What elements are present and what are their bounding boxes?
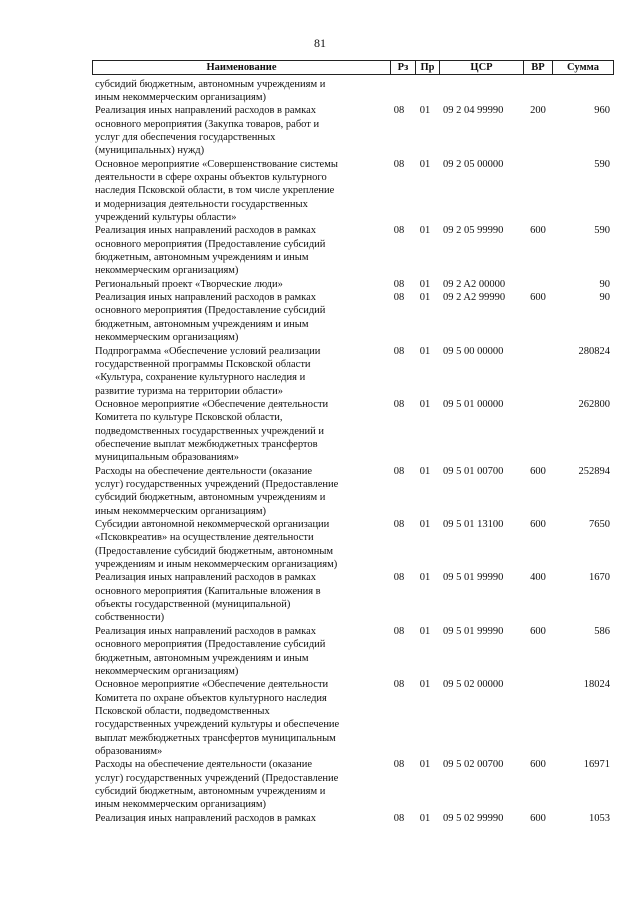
row-rz: 08	[393, 158, 405, 170]
row-name-line: учреждений культуры области»	[95, 211, 237, 223]
row-csr: 09 5 02 99990	[443, 812, 504, 824]
row-rz: 08	[393, 398, 405, 410]
row-rz: 08	[393, 759, 405, 771]
row-name	[95, 678, 385, 758]
row-vr: 600	[530, 812, 546, 824]
row-name-line: бюджетным, автономным учреждениям и иным	[95, 652, 309, 664]
row-pr: 01	[419, 812, 431, 824]
row-name-line: государственной программы Псковской области	[95, 358, 311, 370]
row-pr: 01	[419, 625, 431, 637]
row-sum: 7650	[589, 519, 610, 531]
row-name	[95, 278, 385, 291]
row-name-line: Комитета по охране объектов культурного наследия	[95, 692, 327, 704]
row-name-line: подведомственных государственных учреждений и	[95, 425, 325, 437]
row-name-line: Основное мероприятие «Совершенствование системы	[95, 158, 338, 170]
row-name-line: муниципальным образованиям»	[95, 452, 239, 464]
row-sum: 1053	[589, 812, 610, 824]
row-pr: 01	[419, 278, 431, 290]
row-name	[95, 625, 385, 678]
row-sum: 586	[594, 625, 610, 637]
row-rz: 08	[393, 465, 405, 477]
row-sum: 1670	[589, 572, 610, 584]
row-vr: 600	[530, 225, 546, 237]
row-name-line: основного мероприятия (Предоставление субсидий	[95, 238, 326, 250]
page-number: 81	[314, 36, 326, 50]
row-name-line: Реализация иных направлений расходов в рамках	[95, 292, 317, 304]
row-name-line: иным некоммерческим организациям)	[95, 505, 266, 517]
row-name-line: «Культура, сохранение культурного наследия и	[95, 372, 306, 384]
row-rz: 08	[393, 278, 405, 290]
row-pr: 01	[419, 345, 431, 357]
row-sum: 252894	[578, 465, 610, 477]
row-name-line: Реализация иных направлений расходов в рамках	[95, 105, 317, 117]
row-name	[95, 78, 385, 105]
row-name-line: услуг) государственных учреждений (Предоставление	[95, 772, 339, 784]
row-rz: 08	[393, 812, 405, 824]
row-sum: 90	[599, 292, 610, 304]
row-name-line: Расходы на обеспечение деятельности (оказание	[95, 465, 313, 477]
row-sum: 960	[594, 105, 610, 117]
row-name-line: бюджетным, автономным учреждениям и иным	[95, 252, 309, 264]
row-name-line: Реализация иных направлений расходов в рамках	[95, 572, 317, 584]
row-pr: 01	[419, 398, 431, 410]
row-name-line: Основное мероприятие «Обеспечение деятельности	[95, 398, 329, 410]
row-sum: 590	[594, 225, 610, 237]
row-sum: 262800	[578, 398, 610, 410]
row-name-line: «Псковкреатив» на осуществление деятельности	[95, 532, 314, 544]
row-name-line: Комитета по культуре Псковской области,	[95, 412, 283, 424]
row-csr: 09 5 01 99990	[443, 625, 504, 637]
row-vr: 600	[530, 519, 546, 531]
row-name-line: основного мероприятия (Предоставление субсидий	[95, 305, 326, 317]
row-sum: 18024	[583, 679, 610, 691]
row-rz: 08	[393, 292, 405, 304]
header-sum: Сумма	[552, 61, 613, 74]
row-name-line: развитие туризма на территории области»	[95, 385, 283, 397]
row-sum: 280824	[578, 345, 610, 357]
row-name-line: Подпрограмма «Обеспечение условий реализации	[95, 345, 321, 357]
row-rz: 08	[393, 105, 405, 117]
row-csr: 09 2 05 00000	[443, 158, 504, 170]
row-csr: 09 5 02 00000	[443, 679, 504, 691]
row-pr: 01	[419, 519, 431, 531]
row-rz: 08	[393, 225, 405, 237]
row-vr: 400	[530, 572, 546, 584]
row-vr: 600	[530, 465, 546, 477]
row-name	[95, 518, 385, 571]
row-pr: 01	[419, 158, 431, 170]
row-vr: 600	[530, 625, 546, 637]
row-name-line: Реализация иных направлений расходов в рамках	[95, 225, 317, 237]
row-sum: 590	[594, 158, 610, 170]
row-name	[95, 291, 385, 344]
row-name-line: (Предоставление субсидий бюджетным, автономным	[95, 545, 334, 557]
row-name-line: деятельности в сфере охраны объектов культурного	[95, 171, 327, 183]
row-pr: 01	[419, 759, 431, 771]
row-name-line: основного мероприятия (Капитальные вложения в	[95, 585, 321, 597]
header-name: Наименование	[206, 62, 277, 73]
row-name	[95, 398, 385, 465]
header-vr: ВР	[523, 61, 552, 74]
row-name-line: Псковской области, подведомственных	[95, 705, 270, 717]
row-rz: 08	[393, 679, 405, 691]
row-name-line: Расходы на обеспечение деятельности (оказание	[95, 759, 313, 771]
row-name-line: иным некоммерческим организациям)	[95, 799, 266, 811]
row-name-line: обеспечение выплат межбюджетных трансфертов	[95, 438, 318, 450]
row-name	[95, 158, 385, 225]
row-name	[95, 224, 385, 277]
header-csr: ЦСР	[439, 61, 523, 74]
row-name	[95, 104, 385, 157]
row-csr: 09 5 02 00700	[443, 759, 504, 771]
header-rz: Рз	[390, 61, 415, 74]
row-name-line: некоммерческим организациям)	[95, 265, 239, 277]
row-csr: 09 5 01 13100	[443, 519, 504, 531]
row-vr: 600	[530, 292, 546, 304]
row-sum: 90	[599, 278, 610, 290]
row-pr: 01	[419, 225, 431, 237]
row-name-line: основного мероприятия (Закупка товаров, работ и	[95, 118, 320, 130]
row-pr: 01	[419, 292, 431, 304]
row-pr: 01	[419, 105, 431, 117]
row-pr: 01	[419, 465, 431, 477]
row-vr: 200	[530, 105, 546, 117]
row-rz: 08	[393, 519, 405, 531]
row-name-line: субсидий бюджетным, автономным учреждениям и	[95, 78, 326, 90]
row-csr: 09 5 01 00700	[443, 465, 504, 477]
row-name-line: субсидий бюджетным, автономным учреждениям и	[95, 492, 326, 504]
row-name	[95, 812, 385, 825]
row-name-line: Субсидии автономной некоммерческой организации	[95, 519, 330, 531]
row-csr: 09 5 00 00000	[443, 345, 504, 357]
row-csr: 09 2 04 99990	[443, 105, 504, 117]
row-name-line: услуг) государственных учреждений (Предоставление	[95, 478, 339, 490]
row-name-line: бюджетным, автономным учреждениям и иным	[95, 318, 309, 330]
row-name-line: Реализация иных направлений расходов в рамках	[95, 625, 317, 637]
row-rz: 08	[393, 345, 405, 357]
row-name-line: Основное мероприятие «Обеспечение деятельности	[95, 679, 329, 691]
row-rz: 08	[393, 625, 405, 637]
row-name-line: образованиям»	[95, 745, 163, 757]
row-name-line: иным некоммерческим организациям)	[95, 91, 266, 103]
row-name-line: Региональный проект «Творческие люди»	[95, 278, 283, 290]
row-name-line: услуг для обеспечения государственных	[95, 131, 276, 143]
row-pr: 01	[419, 679, 431, 691]
row-name-line: некоммерческим организациям)	[95, 665, 239, 677]
row-name-line: некоммерческим организациям)	[95, 332, 239, 344]
row-name-line: выплат межбюджетных трансфертов муниципальным	[95, 732, 336, 744]
row-name-line: учреждениям и иным некоммерческим организациям)	[95, 559, 338, 571]
row-csr: 09 2 05 99990	[443, 225, 504, 237]
row-name-line: объекты государственной (муниципальной)	[95, 599, 291, 611]
header-pr: Пр	[415, 61, 439, 74]
row-name-line: и модернизация деятельности государственных	[95, 198, 308, 210]
row-csr: 09 2 A2 99990	[443, 292, 506, 304]
row-rz: 08	[393, 572, 405, 584]
row-name-line: Реализация иных направлений расходов в рамках	[95, 812, 317, 824]
row-name-line: субсидий бюджетным, автономным учреждениям и	[95, 786, 326, 798]
row-pr: 01	[419, 572, 431, 584]
row-name-line: наследия Псковской области, в том числе укрепление	[95, 185, 335, 197]
row-csr: 09 5 01 99990	[443, 572, 504, 584]
row-csr: 09 2 A2 00000	[443, 278, 506, 290]
row-name	[95, 758, 385, 811]
row-name-line: (муниципальных) нужд)	[95, 145, 205, 157]
row-name-line: государственных учреждений культуры и обеспечение	[95, 719, 340, 731]
row-vr: 600	[530, 759, 546, 771]
row-name	[95, 571, 385, 624]
row-name	[95, 465, 385, 518]
table-header	[92, 60, 614, 75]
row-name	[95, 345, 385, 398]
row-name-line: основного мероприятия (Предоставление субсидий	[95, 639, 326, 651]
row-name-line: собственности)	[95, 612, 165, 624]
row-csr: 09 5 01 00000	[443, 398, 504, 410]
row-sum: 16971	[583, 759, 610, 771]
